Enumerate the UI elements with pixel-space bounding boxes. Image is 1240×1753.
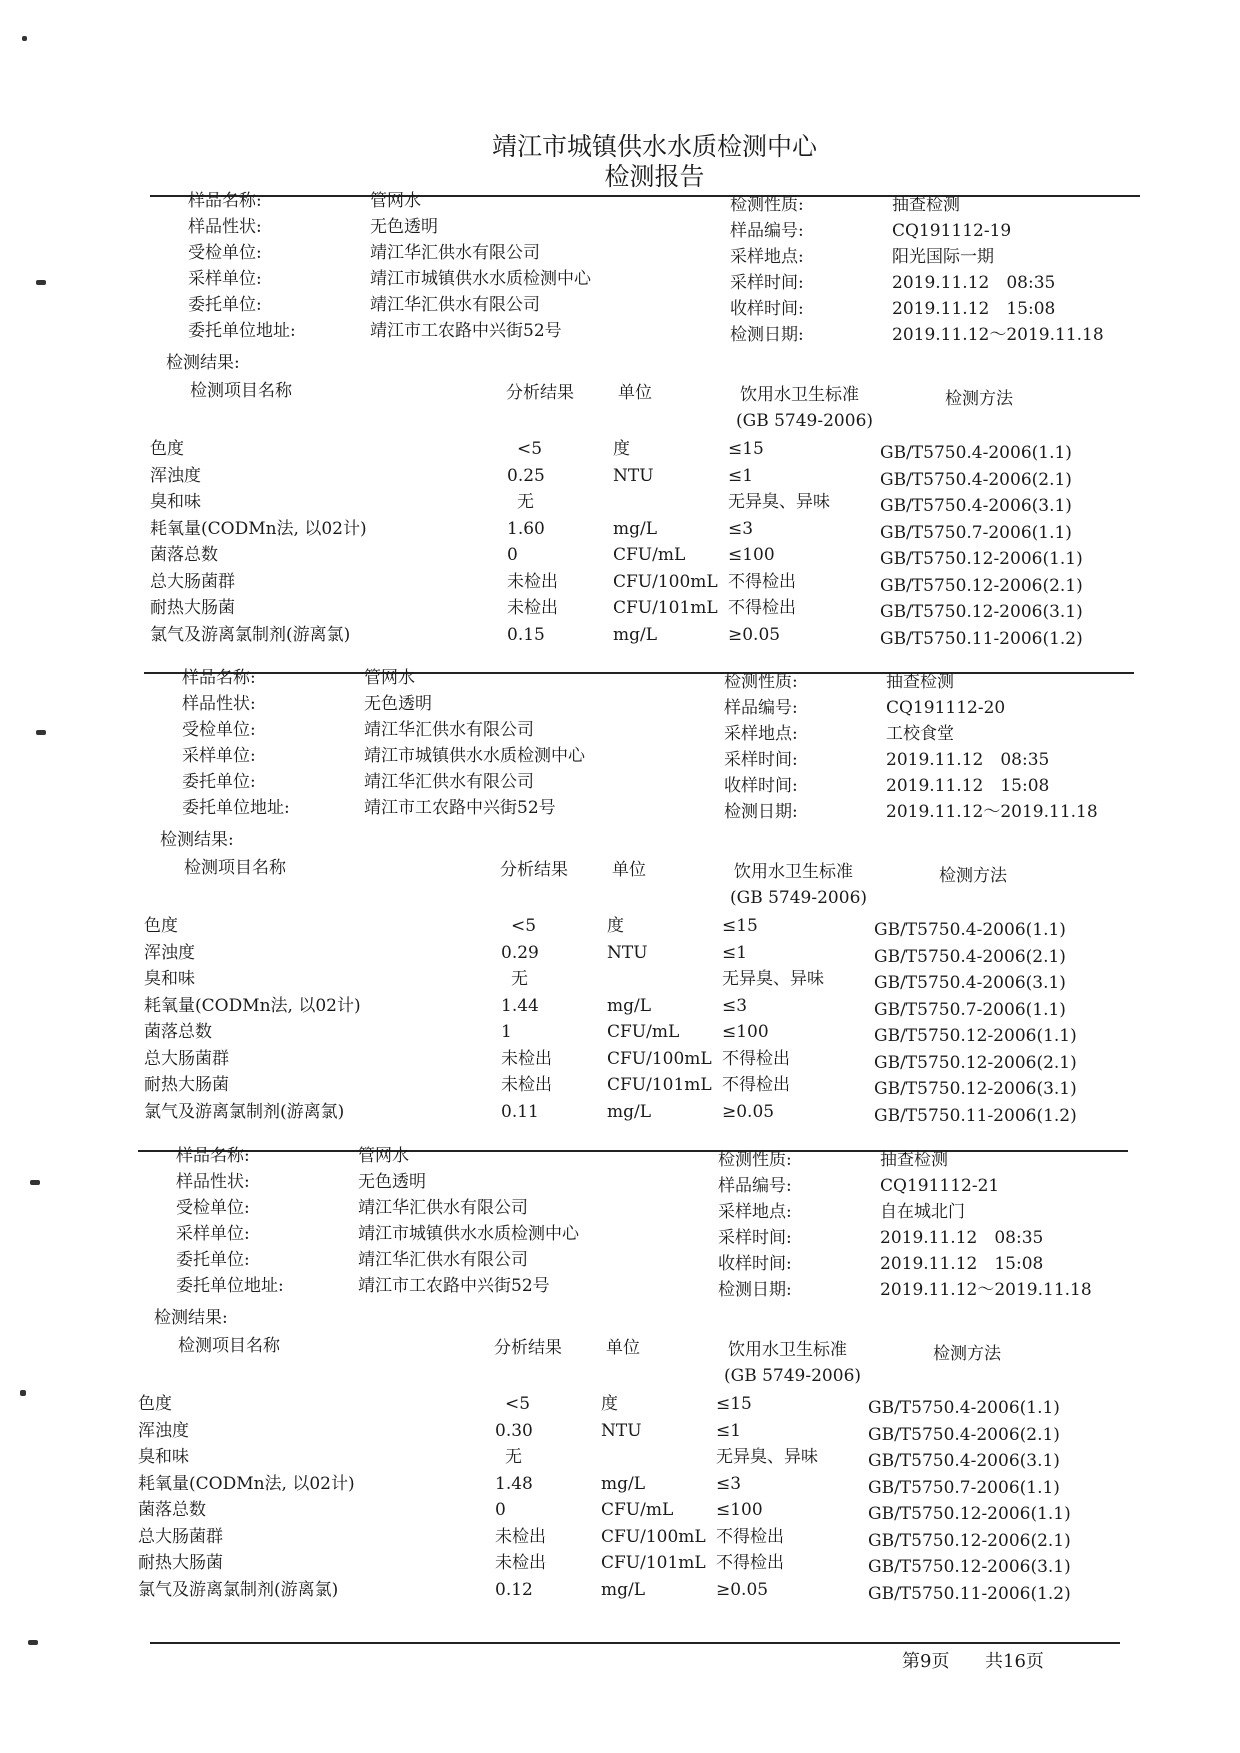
cell-standard: ≤100 bbox=[716, 1500, 763, 1520]
cell-method: GB/T5750.4-2006(1.1) bbox=[874, 920, 1066, 940]
label-inspection-nature: 检测性质: bbox=[724, 672, 798, 692]
label-sample-property: 样品性状: bbox=[182, 694, 256, 714]
value-sampling-location: 阳光国际一期 bbox=[892, 247, 994, 267]
results-label: 检测结果: bbox=[154, 1308, 228, 1328]
value-sample-name: 管网水 bbox=[358, 1146, 409, 1166]
cell-result: 0.29 bbox=[501, 942, 539, 963]
cell-standard: 无异臭、异味 bbox=[722, 969, 824, 989]
cell-method: GB/T5750.12-2006(2.1) bbox=[874, 1052, 1077, 1073]
cell-item: 浑浊度 bbox=[138, 1420, 189, 1441]
cell-unit: NTU bbox=[613, 465, 654, 486]
header-standard-ref: (GB 5749-2006) bbox=[724, 1366, 862, 1386]
label-sampling-unit: 采样单位: bbox=[188, 269, 262, 289]
header-item: 检测项目名称 bbox=[178, 1336, 280, 1356]
label-sample-name: 样品名称: bbox=[188, 191, 262, 211]
header-item: 检测项目名称 bbox=[190, 381, 292, 401]
cell-result: 1.48 bbox=[495, 1473, 533, 1494]
value-sampling-unit: 靖江市城镇供水水质检测中心 bbox=[358, 1224, 579, 1244]
header-result: 分析结果 bbox=[506, 383, 574, 403]
cell-item: 耗氧量(CODMn法, 以02计) bbox=[144, 995, 361, 1016]
value-inspection-date: 2019.11.12～2019.11.18 bbox=[886, 802, 1098, 822]
value-inspection-nature: 抽查检测 bbox=[886, 672, 954, 692]
cell-standard: 无异臭、异味 bbox=[728, 492, 830, 512]
cell-result: 0 bbox=[507, 545, 518, 565]
value-entrusting-unit: 靖江华汇供水有限公司 bbox=[370, 295, 540, 315]
results-label: 检测结果: bbox=[160, 830, 234, 850]
header-standard-ref: (GB 5749-2006) bbox=[736, 411, 874, 431]
cell-method: GB/T5750.12-2006(2.1) bbox=[880, 575, 1083, 596]
value-inspected-unit: 靖江华汇供水有限公司 bbox=[358, 1198, 528, 1218]
label-inspection-date: 检测日期: bbox=[730, 325, 804, 345]
value-sampling-location: 工校食堂 bbox=[886, 724, 954, 744]
cell-result: 无 bbox=[505, 1447, 522, 1467]
value-inspected-unit: 靖江华汇供水有限公司 bbox=[364, 720, 534, 740]
cell-standard: 不得检出 bbox=[716, 1553, 784, 1573]
cell-item: 臭和味 bbox=[138, 1447, 189, 1467]
value-sampling-time: 2019.11.12 08:35 bbox=[880, 1228, 1044, 1248]
label-entrusting-unit: 委托单位: bbox=[176, 1250, 250, 1270]
cell-result: 0 bbox=[495, 1500, 506, 1520]
value-sample-number: CQ191112-20 bbox=[886, 698, 1006, 718]
header-method: 检测方法 bbox=[939, 866, 1007, 886]
label-sample-number: 样品编号: bbox=[730, 221, 804, 241]
cell-result: <5 bbox=[511, 916, 537, 936]
cell-standard: ≤15 bbox=[722, 916, 758, 936]
header-item: 检测项目名称 bbox=[184, 858, 286, 878]
cell-method: GB/T5750.4-2006(3.1) bbox=[874, 973, 1066, 993]
label-inspection-date: 检测日期: bbox=[724, 802, 798, 822]
cell-result: 0.30 bbox=[495, 1420, 533, 1441]
label-sampling-time: 采样时间: bbox=[724, 750, 798, 770]
label-sampling-time: 采样时间: bbox=[718, 1228, 792, 1248]
value-sample-name: 管网水 bbox=[370, 191, 421, 211]
value-receiving-time: 2019.11.12 15:08 bbox=[886, 776, 1050, 796]
cell-item: 氯气及游离氯制剂(游离氯) bbox=[138, 1579, 339, 1600]
cell-result: <5 bbox=[517, 439, 543, 459]
cell-standard: ≤1 bbox=[728, 465, 754, 486]
cell-unit: CFU/mL bbox=[613, 545, 686, 565]
cell-result: 0.25 bbox=[507, 465, 545, 486]
report-section bbox=[150, 170, 1150, 649]
cell-item: 总大肠菌群 bbox=[138, 1526, 223, 1547]
label-sample-name: 样品名称: bbox=[176, 1146, 250, 1166]
cell-standard: ≤3 bbox=[716, 1473, 742, 1494]
value-inspection-nature: 抽查检测 bbox=[892, 195, 960, 215]
label-sampling-unit: 采样单位: bbox=[182, 746, 256, 766]
cell-unit: 度 bbox=[607, 916, 624, 936]
cell-item: 菌落总数 bbox=[144, 1022, 212, 1042]
value-entrusting-address: 靖江市工农路中兴街52号 bbox=[370, 321, 562, 341]
label-sample-number: 样品编号: bbox=[718, 1176, 792, 1196]
cell-standard: ≤3 bbox=[722, 995, 748, 1016]
label-sample-property: 样品性状: bbox=[188, 217, 262, 237]
value-sample-name: 管网水 bbox=[364, 668, 415, 688]
cell-unit: CFU/100mL bbox=[601, 1526, 706, 1547]
cell-unit: mg/L bbox=[607, 995, 652, 1016]
value-sample-property: 无色透明 bbox=[358, 1172, 426, 1192]
value-receiving-time: 2019.11.12 15:08 bbox=[892, 299, 1056, 319]
header-result: 分析结果 bbox=[500, 860, 568, 880]
label-receiving-time: 收样时间: bbox=[718, 1254, 792, 1274]
scan-mark bbox=[20, 1390, 26, 1396]
cell-item: 总大肠菌群 bbox=[144, 1048, 229, 1069]
value-sample-property: 无色透明 bbox=[370, 217, 438, 237]
value-receiving-time: 2019.11.12 15:08 bbox=[880, 1254, 1044, 1274]
results-label: 检测结果: bbox=[166, 353, 240, 373]
value-sampling-location: 自在城北门 bbox=[880, 1202, 965, 1222]
cell-item: 耗氧量(CODMn法, 以02计) bbox=[150, 518, 367, 539]
cell-item: 耐热大肠菌 bbox=[150, 598, 235, 618]
cell-item: 氯气及游离氯制剂(游离氯) bbox=[144, 1101, 345, 1122]
label-inspected-unit: 受检单位: bbox=[188, 243, 262, 263]
cell-method: GB/T5750.7-2006(1.1) bbox=[874, 999, 1066, 1020]
cell-unit: CFU/101mL bbox=[601, 1553, 706, 1573]
cell-method: GB/T5750.12-2006(2.1) bbox=[868, 1530, 1071, 1551]
cell-unit: 度 bbox=[601, 1394, 618, 1414]
cell-method: GB/T5750.4-2006(1.1) bbox=[880, 443, 1072, 463]
cell-method: GB/T5750.12-2006(3.1) bbox=[874, 1079, 1077, 1099]
cell-standard: 不得检出 bbox=[722, 1048, 790, 1069]
document-title: 靖江市城镇供水水质检测中心 bbox=[491, 132, 817, 161]
header-unit: 单位 bbox=[606, 1338, 640, 1358]
value-entrusting-address: 靖江市工农路中兴街52号 bbox=[364, 798, 556, 818]
cell-result: <5 bbox=[505, 1394, 531, 1414]
cell-item: 臭和味 bbox=[150, 492, 201, 512]
label-entrusting-unit: 委托单位: bbox=[182, 772, 256, 792]
value-entrusting-unit: 靖江华汇供水有限公司 bbox=[364, 772, 534, 792]
header-standard: 饮用水卫生标准 bbox=[728, 1340, 847, 1360]
cell-method: GB/T5750.11-2006(1.2) bbox=[880, 628, 1083, 649]
label-inspection-nature: 检测性质: bbox=[730, 195, 804, 215]
cell-standard: 不得检出 bbox=[716, 1526, 784, 1547]
label-sampling-unit: 采样单位: bbox=[176, 1224, 250, 1244]
cell-method: GB/T5750.12-2006(1.1) bbox=[880, 549, 1083, 569]
cell-item: 菌落总数 bbox=[150, 545, 218, 565]
label-sample-property: 样品性状: bbox=[176, 1172, 250, 1192]
header-result: 分析结果 bbox=[494, 1338, 562, 1358]
cell-result: 未检出 bbox=[507, 598, 558, 618]
cell-method: GB/T5750.4-2006(3.1) bbox=[868, 1451, 1060, 1471]
label-sampling-location: 采样地点: bbox=[730, 247, 804, 267]
header-standard: 饮用水卫生标准 bbox=[734, 862, 853, 882]
label-sampling-time: 采样时间: bbox=[730, 273, 804, 293]
cell-unit: CFU/mL bbox=[601, 1500, 674, 1520]
cell-result: 0.11 bbox=[501, 1101, 539, 1122]
cell-standard: 不得检出 bbox=[722, 1075, 790, 1095]
label-entrusting-address: 委托单位地址: bbox=[182, 798, 290, 818]
cell-method: GB/T5750.12-2006(1.1) bbox=[868, 1504, 1071, 1524]
cell-method: GB/T5750.12-2006(3.1) bbox=[880, 602, 1083, 622]
label-inspected-unit: 受检单位: bbox=[182, 720, 256, 740]
header-unit: 单位 bbox=[618, 383, 652, 403]
cell-unit: 度 bbox=[613, 439, 630, 459]
label-inspected-unit: 受检单位: bbox=[176, 1198, 250, 1218]
label-entrusting-address: 委托单位地址: bbox=[176, 1276, 284, 1296]
cell-item: 色度 bbox=[144, 916, 178, 936]
value-sampling-unit: 靖江市城镇供水水质检测中心 bbox=[370, 269, 591, 289]
cell-standard: ≥0.05 bbox=[722, 1101, 775, 1122]
report-section bbox=[138, 1125, 1138, 1604]
value-entrusting-unit: 靖江华汇供水有限公司 bbox=[358, 1250, 528, 1270]
cell-item: 总大肠菌群 bbox=[150, 571, 235, 592]
cell-method: GB/T5750.4-2006(2.1) bbox=[880, 469, 1072, 490]
cell-unit: mg/L bbox=[601, 1473, 646, 1494]
cell-method: GB/T5750.7-2006(1.1) bbox=[880, 522, 1072, 543]
label-sampling-location: 采样地点: bbox=[724, 724, 798, 744]
cell-item: 耗氧量(CODMn法, 以02计) bbox=[138, 1473, 355, 1494]
cell-result: 无 bbox=[517, 492, 534, 512]
cell-item: 菌落总数 bbox=[138, 1500, 206, 1520]
cell-result: 0.15 bbox=[507, 624, 545, 645]
cell-item: 色度 bbox=[138, 1394, 172, 1414]
bottom-rule bbox=[150, 1642, 1120, 1644]
cell-method: GB/T5750.12-2006(3.1) bbox=[868, 1557, 1071, 1577]
value-sampling-time: 2019.11.12 08:35 bbox=[892, 273, 1056, 293]
header-unit: 单位 bbox=[612, 860, 646, 880]
label-receiving-time: 收样时间: bbox=[724, 776, 798, 796]
cell-item: 浑浊度 bbox=[150, 465, 201, 486]
cell-unit: NTU bbox=[607, 942, 648, 963]
cell-result: 1.44 bbox=[501, 995, 539, 1016]
cell-item: 臭和味 bbox=[144, 969, 195, 989]
label-sample-number: 样品编号: bbox=[724, 698, 798, 718]
page-number: 第9页 bbox=[902, 1651, 950, 1672]
label-receiving-time: 收样时间: bbox=[730, 299, 804, 319]
cell-result: 未检出 bbox=[507, 571, 558, 592]
cell-unit: mg/L bbox=[601, 1579, 646, 1600]
cell-unit: mg/L bbox=[613, 624, 658, 645]
cell-result: 无 bbox=[511, 969, 528, 989]
cell-standard: 不得检出 bbox=[728, 598, 796, 618]
cell-method: GB/T5750.11-2006(1.2) bbox=[874, 1105, 1077, 1126]
cell-method: GB/T5750.4-2006(2.1) bbox=[868, 1424, 1060, 1445]
cell-item: 耐热大肠菌 bbox=[144, 1075, 229, 1095]
header-method: 检测方法 bbox=[945, 389, 1013, 409]
label-entrusting-unit: 委托单位: bbox=[188, 295, 262, 315]
cell-unit: CFU/101mL bbox=[613, 598, 718, 618]
cell-standard: ≤100 bbox=[722, 1022, 769, 1042]
header-method: 检测方法 bbox=[933, 1344, 1001, 1364]
value-sampling-unit: 靖江市城镇供水水质检测中心 bbox=[364, 746, 585, 766]
cell-method: GB/T5750.11-2006(1.2) bbox=[868, 1583, 1071, 1604]
value-sample-property: 无色透明 bbox=[364, 694, 432, 714]
cell-unit: mg/L bbox=[613, 518, 658, 539]
value-inspection-date: 2019.11.12～2019.11.18 bbox=[892, 325, 1104, 345]
value-entrusting-address: 靖江市工农路中兴街52号 bbox=[358, 1276, 550, 1296]
cell-item: 色度 bbox=[150, 439, 184, 459]
cell-result: 未检出 bbox=[495, 1553, 546, 1573]
cell-item: 耐热大肠菌 bbox=[138, 1553, 223, 1573]
cell-unit: mg/L bbox=[607, 1101, 652, 1122]
cell-unit: NTU bbox=[601, 1420, 642, 1441]
value-sample-number: CQ191112-19 bbox=[892, 221, 1012, 241]
scan-mark bbox=[22, 36, 27, 41]
cell-unit: CFU/100mL bbox=[607, 1048, 712, 1069]
cell-standard: 无异臭、异味 bbox=[716, 1447, 818, 1467]
cell-standard: ≤1 bbox=[716, 1420, 742, 1441]
cell-standard: 不得检出 bbox=[728, 571, 796, 592]
scan-mark bbox=[30, 1180, 40, 1185]
cell-standard: ≤100 bbox=[728, 545, 775, 565]
cell-result: 1 bbox=[501, 1022, 512, 1042]
cell-result: 未检出 bbox=[501, 1048, 552, 1069]
cell-unit: CFU/100mL bbox=[613, 571, 718, 592]
label-inspection-nature: 检测性质: bbox=[718, 1150, 792, 1170]
cell-item: 氯气及游离氯制剂(游离氯) bbox=[150, 624, 351, 645]
value-sampling-time: 2019.11.12 08:35 bbox=[886, 750, 1050, 770]
scan-mark bbox=[28, 1640, 38, 1645]
label-entrusting-address: 委托单位地址: bbox=[188, 321, 296, 341]
value-inspection-date: 2019.11.12～2019.11.18 bbox=[880, 1280, 1092, 1300]
label-inspection-date: 检测日期: bbox=[718, 1280, 792, 1300]
label-sampling-location: 采样地点: bbox=[718, 1202, 792, 1222]
cell-method: GB/T5750.4-2006(2.1) bbox=[874, 946, 1066, 967]
cell-item: 浑浊度 bbox=[144, 942, 195, 963]
cell-standard: ≤3 bbox=[728, 518, 754, 539]
value-sample-number: CQ191112-21 bbox=[880, 1176, 1000, 1196]
cell-standard: ≤15 bbox=[728, 439, 764, 459]
header-standard-ref: (GB 5749-2006) bbox=[730, 888, 868, 908]
cell-standard: ≥0.05 bbox=[728, 624, 781, 645]
cell-method: GB/T5750.4-2006(1.1) bbox=[868, 1398, 1060, 1418]
document-subtitle: 检测报告 bbox=[604, 162, 705, 191]
cell-standard: ≤15 bbox=[716, 1394, 752, 1414]
report-section bbox=[144, 647, 1144, 1126]
cell-method: GB/T5750.4-2006(3.1) bbox=[880, 496, 1072, 516]
value-inspection-nature: 抽查检测 bbox=[880, 1150, 948, 1170]
value-inspected-unit: 靖江华汇供水有限公司 bbox=[370, 243, 540, 263]
cell-result: 未检出 bbox=[495, 1526, 546, 1547]
scan-mark bbox=[36, 280, 46, 285]
label-sample-name: 样品名称: bbox=[182, 668, 256, 688]
cell-standard: ≤1 bbox=[722, 942, 748, 963]
total-pages: 共16页 bbox=[985, 1651, 1044, 1672]
cell-method: GB/T5750.12-2006(1.1) bbox=[874, 1026, 1077, 1046]
cell-standard: ≥0.05 bbox=[716, 1579, 769, 1600]
cell-unit: CFU/mL bbox=[607, 1022, 680, 1042]
cell-result: 0.12 bbox=[495, 1579, 533, 1600]
scan-mark bbox=[36, 730, 46, 735]
cell-result: 1.60 bbox=[507, 518, 545, 539]
cell-method: GB/T5750.7-2006(1.1) bbox=[868, 1477, 1060, 1498]
cell-unit: CFU/101mL bbox=[607, 1075, 712, 1095]
cell-result: 未检出 bbox=[501, 1075, 552, 1095]
header-standard: 饮用水卫生标准 bbox=[740, 385, 859, 405]
